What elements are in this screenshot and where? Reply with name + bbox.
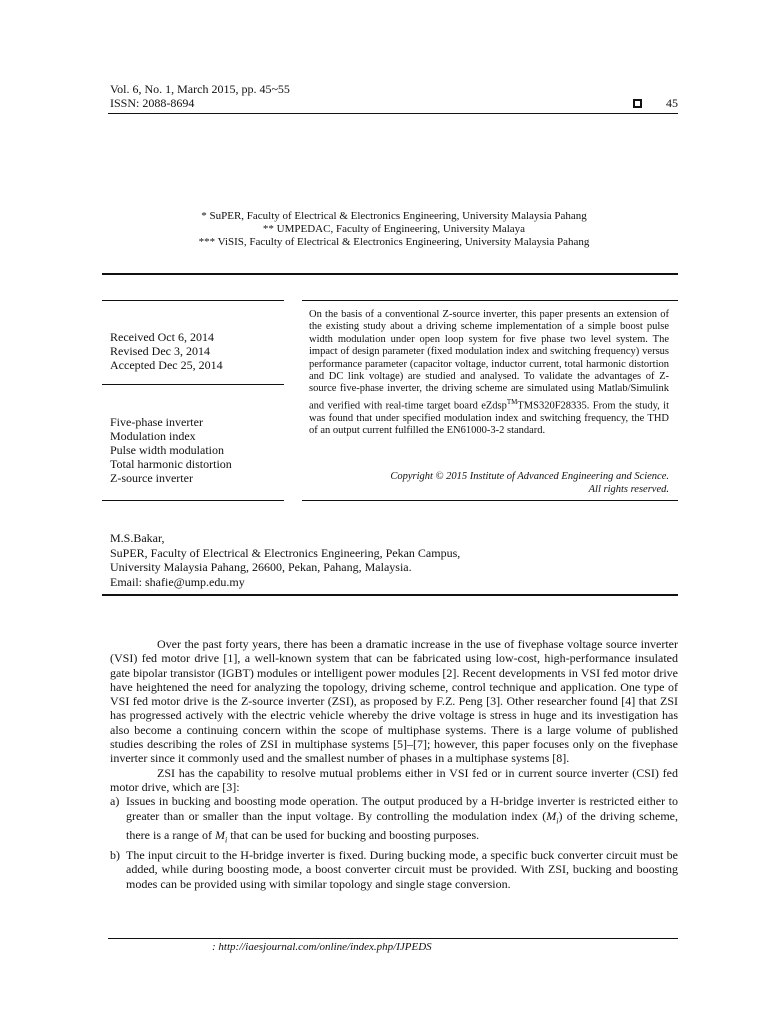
keyword: Pulse width modulation — [110, 443, 224, 457]
math-letter: M — [214, 828, 225, 843]
math-symbol — [214, 828, 228, 845]
info-left-rule-top — [102, 300, 284, 301]
keyword: Z-source inverter — [110, 471, 193, 485]
author-address: University Malaysia Pahang, 26600, Pekan, Pahang, Malaysia. — [110, 560, 412, 574]
received-date: Received Oct 6, 2014 — [110, 330, 214, 344]
body-text — [110, 637, 678, 891]
text-run: that can be used for bucking and boosting purposes. — [227, 828, 480, 843]
header-right — [633, 96, 678, 110]
affiliation-line: *** ViSIS, Faculty of Electrical & Electronics Engineering, University Malaysia Pahang — [198, 236, 590, 248]
keyword: Five-phase inverter — [110, 415, 203, 429]
article-dates — [110, 330, 223, 372]
abstract-part: On the basis of a conventional Z-source inverter, this paper presents an extension of the existing study about a driving scheme implementation of a simple boost pulse width modulation under open loop system for five phase two level system. The impact of design parameter (fixed modulation index and switching frequency) versus performance parameter (capacitor voltage, inductor current, total harmonic distortion and DC link voltage) are studied and analysed. To validate the advantages of Z-source five-phase inverter, the driving scheme are simulated using Matlab/Simulink and verified with real-time target board eZdsp — [309, 309, 669, 412]
list-item — [110, 848, 678, 891]
info-left-rule-bottom — [102, 500, 284, 501]
journal-issn: ISSN: 2088-8694 — [110, 96, 195, 110]
affiliation-line: * SuPER, Faculty of Electrical & Electronics Engineering, University Malaysia Pahang — [201, 210, 587, 222]
author-affiliation: SuPER, Faculty of Electrical & Electronics Engineering, Pekan Campus, — [110, 545, 461, 560]
copyright-line: Copyright © 2015 Institute of Advanced Engineering and Science. — [390, 471, 669, 482]
affiliation-line: ** UMPEDAC, Faculty of Engineering, University Malaya — [262, 223, 526, 235]
info-right-rule-bottom — [302, 500, 678, 501]
text-run: Issues in bucking and boosting mode operation. The output produced by a H-bridge inverter is restricted either to greater than or smaller than the input voltage. By controlling the modulation index ( — [126, 794, 678, 823]
info-left-rule-mid — [102, 384, 284, 385]
header-rule — [108, 113, 678, 114]
math-subscript: i — [556, 815, 559, 825]
paragraph: ZSI has the capability to resolve mutual problems either in VSI fed or in current source inverter (CSI) fed motor drive, which are [3]: — [110, 765, 678, 794]
keyword: Modulation index — [110, 429, 196, 443]
author-rule — [102, 594, 678, 596]
copyright-line: All rights reserved. — [588, 484, 669, 495]
footer-rule — [108, 938, 678, 939]
abstract-text — [309, 309, 669, 438]
info-right-rule-top — [302, 300, 678, 301]
math-subscript: i — [224, 835, 228, 845]
text-run: ) of the driving scheme, there is a range of — [126, 808, 678, 843]
list-label: b) — [110, 847, 120, 862]
keywords-list — [110, 415, 232, 485]
math-letter: M — [546, 808, 557, 823]
list-text — [126, 794, 678, 848]
affiliations — [110, 210, 678, 249]
journal-url[interactable]: : http://iaesjournal.com/online/index.php/IJPEDS — [212, 941, 432, 953]
copyright-notice — [309, 470, 669, 496]
journal-header — [110, 82, 290, 110]
page-number: 45 — [666, 96, 678, 110]
revised-date: Revised Dec 3, 2014 — [110, 344, 210, 358]
list-item — [110, 794, 678, 848]
square-bullet-icon — [633, 99, 642, 108]
author-email: Email: shafie@ump.edu.my — [110, 574, 245, 589]
journal-volume-line: Vol. 6, No. 1, March 2015, pp. 45~55 — [110, 82, 290, 96]
info-top-rule — [102, 273, 678, 275]
abstract-part: TMS320F28335. From the study, it was found that under specified modulation index and switching frequency, the THD of an output current fulfilled the EN61000-3-2 standard. — [309, 400, 669, 437]
list-label: a) — [110, 794, 120, 809]
author-name: M.S.Bakar, — [110, 531, 165, 545]
paragraph: Over the past forty years, there has been a dramatic increase in the use of fivephase voltage source inverter (VSI) fed motor drive [1], a well-known system that can be fabricated using low-cost, high-performance insulated gate bipolar transistor (IGBT) modules or intelligent power modules [2]. Recent developments in VSI fed motor drive have heightened the need for analyzing the topology, driving scheme, control technique and application. One type of VSI fed motor drive is the Z-source inverter (ZSI), as proposed by F.Z. Peng [3]. Other researcher found [4] that ZSI has progressed actively with the electric vehicle whereby the drive voltage is stress in huge and its investigation has also become a continuing concern within the scope of multiphase systems. There is a large volume of published studies describing the roles of ZSI in multiphase systems [5]–[7]; however, this paper focuses only on the fivephase inverter since it commonly used and the smallest number of phases in a multiphase systems [8]. — [110, 637, 678, 766]
trademark-sup: TM — [506, 397, 518, 406]
list-text: The input circuit to the H-bridge inverter is fixed. During bucking mode, a specific buck converter circuit must be added, while during boosting mode, a boost converter circuit must be provided. With ZSI, bucking and boosting modes can be provided using with similar topology and single stage conversion. — [126, 847, 678, 891]
accepted-date: Accepted Dec 25, 2014 — [110, 358, 223, 372]
keyword: Total harmonic distortion — [110, 457, 232, 471]
math-symbol — [546, 809, 558, 823]
corresponding-author — [110, 531, 460, 589]
